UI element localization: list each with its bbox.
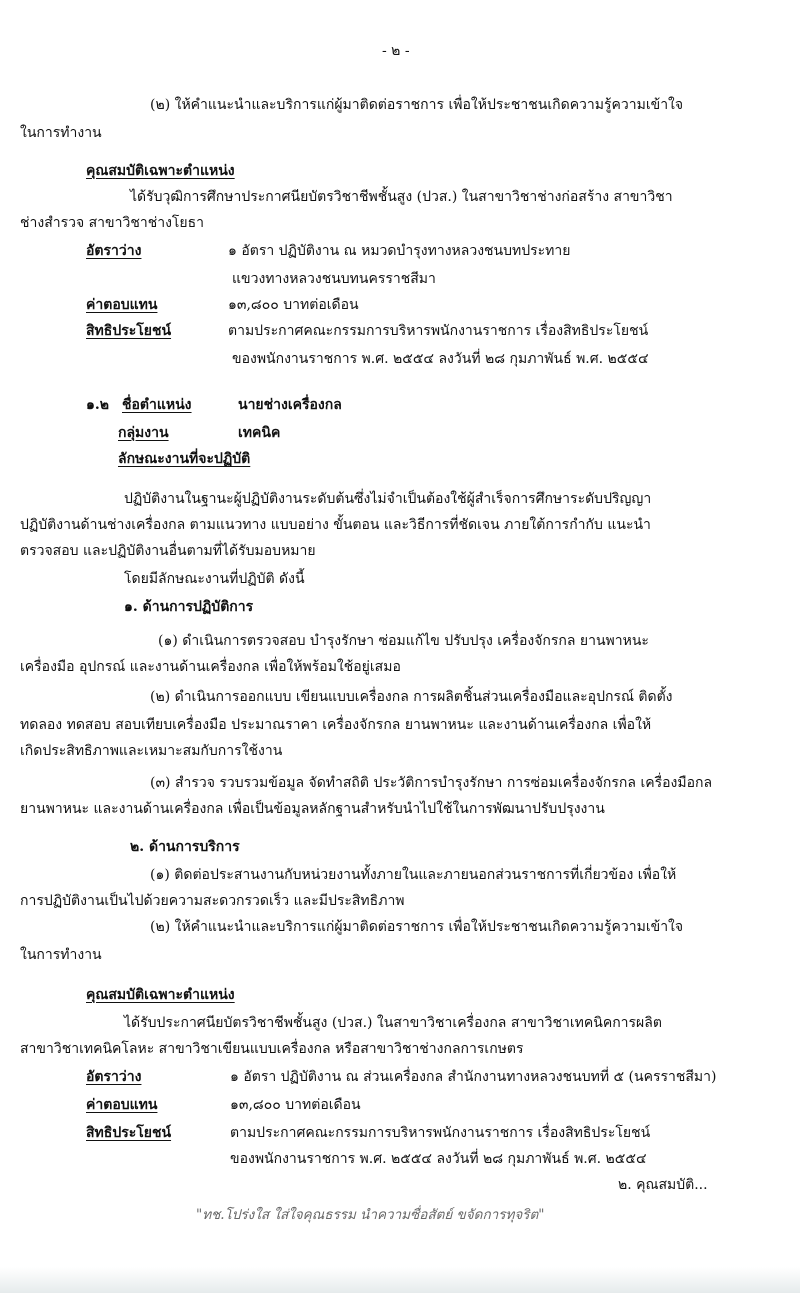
position-label: ชื่อตำแหน่ง [122, 397, 192, 413]
operations-item-2-line-1: (๒) ดำเนินการออกแบบ เขียนแบบเครื่องกล การผลิตชิ้นส่วนเครื่องมือและอุปกรณ์ ติดตั้ง [150, 689, 673, 705]
operations-item-3-line-1: (๓) สำรวจ รวบรวมข้อมูล จัดทำสถิติ ประวัติการบำรุงรักษา การซ่อมเครื่องจักรกล เครื่องมือกล [150, 775, 713, 791]
service-item-2-line-1: (๒) ให้คำแนะนำและบริการแก่ผู้มาติดต่อราชการ เพื่อให้ประชาชนเกิดความรู้ความเข้าใจ [150, 919, 684, 935]
duty-line-3: ตรวจสอบ และปฏิบัติงานอื่นตามที่ได้รับมอบหมาย [20, 543, 316, 559]
pay-value-2: ๑๓,๘๐๐ บาทต่อเดือน [230, 1097, 361, 1113]
service-item-2-line-2: ในการทำงาน [20, 947, 102, 963]
vacancy-value-2: ๑ อัตรา ปฏิบัติงาน ณ ส่วนเครื่องกล สำนักงานทางหลวงชนบทที่ ๕ (นครราชสีมา) [230, 1069, 717, 1085]
qualification-heading-2: คุณสมบัติเฉพาะตำแหน่ง [86, 987, 235, 1003]
intro-line-1: (๒) ให้คำแนะนำและบริการแก่ผู้มาติดต่อราชการ เพื่อให้ประชาชนเกิดความรู้ความเข้าใจ [150, 97, 684, 113]
group-value: เทคนิค [238, 425, 281, 441]
service-item-1-line-2: การปฏิบัติงานเป็นไปด้วยความสะดวกรวดเร็ว และมีประสิทธิภาพ [20, 893, 405, 909]
service-item-1-line-1: (๑) ติดต่อประสานงานกับหน่วยงานทั้งภายในและภายนอกส่วนราชการที่เกี่ยวข้อง เพื่อให้ [150, 867, 677, 883]
vacancy-line-1: ๑ อัตรา ปฏิบัติงาน ณ หมวดบำรุงทางหลวงชนบทประทาย [228, 243, 571, 259]
benefit-2-line-1: ตามประกาศคณะกรรมการบริหารพนักงานราชการ เรื่องสิทธิประโยชน์ [230, 1125, 651, 1141]
qualification-line-1: ได้รับวุฒิการศึกษาประกาศนียบัตรวิชาชีพชั้นสูง (ปวส.) ในสาขาวิชาช่างก่อสร้าง สาขาวิชา [130, 189, 673, 205]
duty-line-1: ปฏิบัติงานในฐานะผู้ปฏิบัติงานระดับต้นซึ่งไม่จำเป็นต้องใช้ผู้สำเร็จการศึกษาระดับปริญญา [124, 491, 652, 507]
qualification-heading: คุณสมบัติเฉพาะตำแหน่ง [86, 163, 235, 179]
vacancy-label: อัตราว่าง [86, 243, 142, 259]
operations-item-1-line-2: เครื่องมือ อุปกรณ์ และงานด้านเครื่องกล เพื่อให้พร้อมใช้อยู่เสมอ [20, 659, 401, 675]
footer-motto: "ทช.โปร่งใส ใส่ใจคุณธรรม นำความซื่อสัตย์ ขจัดการทุจริต" [196, 1207, 545, 1223]
qualification-2-line-2: สาขาวิชาเทคนิคโลหะ สาขาวิชาเขียนแบบเครื่องกล หรือสาขาวิชาช่างกลการเกษตร [20, 1041, 524, 1057]
pay-label-2: ค่าตอบแทน [86, 1097, 158, 1113]
page-number: - ๒ - [382, 43, 410, 59]
operations-item-3-line-2: ยานพาหนะ และงานด้านเครื่องกล เพื่อเป็นข้อมูลหลักฐานสำหรับนำไปใช้ในการพัฒนาปรับปรุงงาน [20, 801, 605, 817]
qualification-2-line-1: ได้รับประกาศนียบัตรวิชาชีพชั้นสูง (ปวส.) ในสาขาวิชาเครื่องกล สาขาวิชาเทคนิคการผลิต [124, 1015, 662, 1031]
duty-line-2: ปฏิบัติงานด้านช่างเครื่องกล ตามแนวทาง แบบอย่าง ขั้นตอน และวิธีการที่ชัดเจน ภายใต้การกำกับ แนะนำ [20, 517, 651, 533]
benefit-label-2: สิทธิประโยชน์ [86, 1125, 172, 1141]
benefit-2-line-2: ของพนักงานราชการ พ.ศ. ๒๕๕๔ ลงวันที่ ๒๘ กุมภาพันธ์ พ.ศ. ๒๕๕๔ [230, 1151, 647, 1167]
pay-label: ค่าตอบแทน [86, 297, 158, 313]
duty-heading: ลักษณะงานที่จะปฏิบัติ [118, 451, 251, 467]
group-label: กลุ่มงาน [118, 425, 169, 441]
pay-value: ๑๓,๘๐๐ บาทต่อเดือน [228, 297, 359, 313]
position-value: นายช่างเครื่องกล [238, 397, 342, 413]
operations-item-2-line-2: ทดลอง ทดสอบ สอบเทียบเครื่องมือ ประมาณราคา เครื่องจักรกล ยานพาหนะ และงานด้านเครื่องกล เพื่อให้ [20, 717, 652, 733]
duty-intro: โดยมีลักษณะงานที่ปฏิบัติ ดังนี้ [124, 571, 305, 587]
service-heading: ๒. ด้านการบริการ [130, 839, 240, 855]
operations-heading: ๑. ด้านการปฏิบัติการ [124, 599, 254, 615]
benefit-label: สิทธิประโยชน์ [86, 323, 172, 339]
continued-note: ๒. คุณสมบัติ... [618, 1177, 708, 1193]
operations-item-2-line-3: เกิดประสิทธิภาพและเหมาะสมกับการใช้งาน [20, 743, 283, 759]
intro-line-2: ในการทำงาน [20, 125, 102, 141]
section-number: ๑.๒ [86, 397, 109, 413]
operations-item-1-line-1: (๑) ดำเนินการตรวจสอบ บำรุงรักษา ซ่อมแก้ไข ปรับปรุง เครื่องจักรกล ยานพาหนะ [158, 633, 649, 649]
vacancy-line-2: แขวงทางหลวงชนบทนครราชสีมา [232, 271, 436, 287]
qualification-line-2: ช่างสำรวจ สาขาวิชาช่างโยธา [20, 215, 205, 231]
vacancy-label-2: อัตราว่าง [86, 1069, 142, 1085]
benefit-line-1: ตามประกาศคณะกรรมการบริหารพนักงานราชการ เรื่องสิทธิประโยชน์ [228, 323, 649, 339]
benefit-line-2: ของพนักงานราชการ พ.ศ. ๒๕๕๔ ลงวันที่ ๒๘ กุมภาพันธ์ พ.ศ. ๒๕๕๔ [232, 351, 649, 367]
scan-bottom-edge [0, 1267, 800, 1293]
